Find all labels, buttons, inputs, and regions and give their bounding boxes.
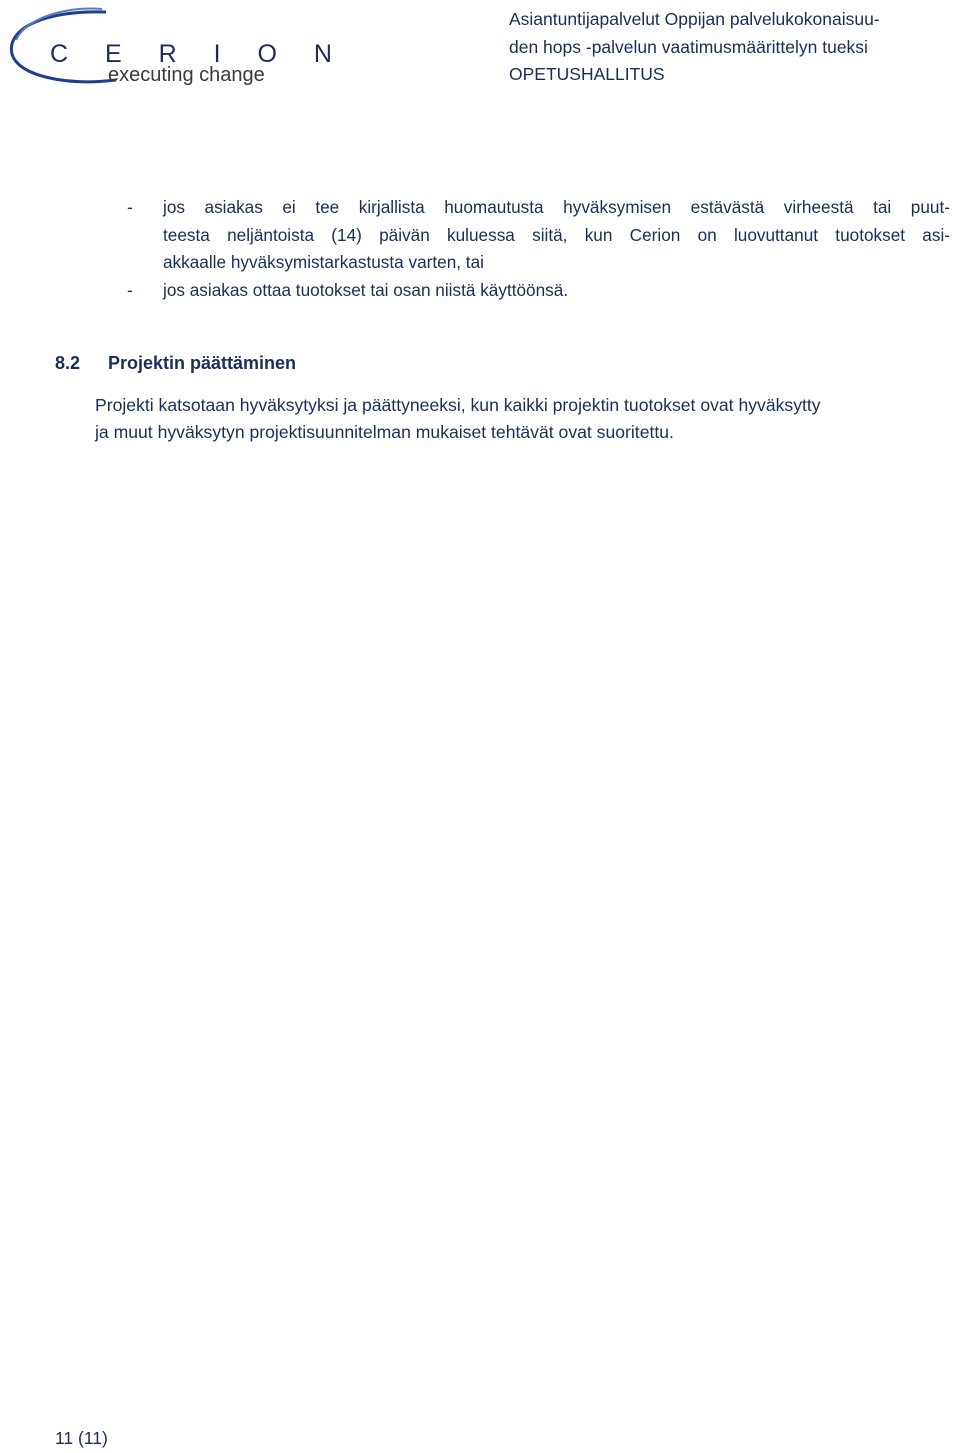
header-line-3: OPETUSHALLITUS [509,64,665,84]
list-item [120,277,950,305]
bullet-line: akkaalle hyväksymistarkastusta varten, tai [163,252,484,272]
logo-wordmark: C E R I O N [50,40,347,68]
header-line-1: Asiantuntijapalvelut Oppijan palvelukokonaisuu- [509,9,880,29]
bullet-line: jos asiakas ei tee kirjallista huomautusta hyväksymisen estävästä virheestä tai puut- [163,197,950,217]
cerion-logo [6,6,347,92]
bullet-dash: - [127,197,133,217]
body-paragraph [95,392,955,446]
bullet-line: jos asiakas ottaa tuotokset tai osan niistä käyttöönsä. [163,279,569,300]
bullet-line: teesta neljäntoista (14) päivän kuluessa siitä, kun Cerion on luovuttanut tuotokset asi- [163,224,950,245]
section-title: Projektin päättäminen [108,353,297,373]
section-number: 8.2 [55,353,81,373]
logo-tagline: executing change [108,64,265,86]
page-number: 11 (11) [55,1428,108,1448]
paragraph-line-2: ja muut hyväksytyn projektisuunnitelman mukaiset tehtävät ovat suoritettu. [95,422,674,442]
bullet-list [120,194,950,304]
section-heading [55,353,296,374]
header-line-2: den hops -palvelun vaatimusmäärittelyn tueksi [509,36,868,57]
paragraph-line-1: Projekti katsotaan hyväksytyksi ja päättyneeksi, kun kaikki projektin tuotokset ovat hyväksytty [95,395,821,415]
list-item [120,194,950,277]
document-header [509,6,949,89]
bullet-dash: - [127,279,133,300]
